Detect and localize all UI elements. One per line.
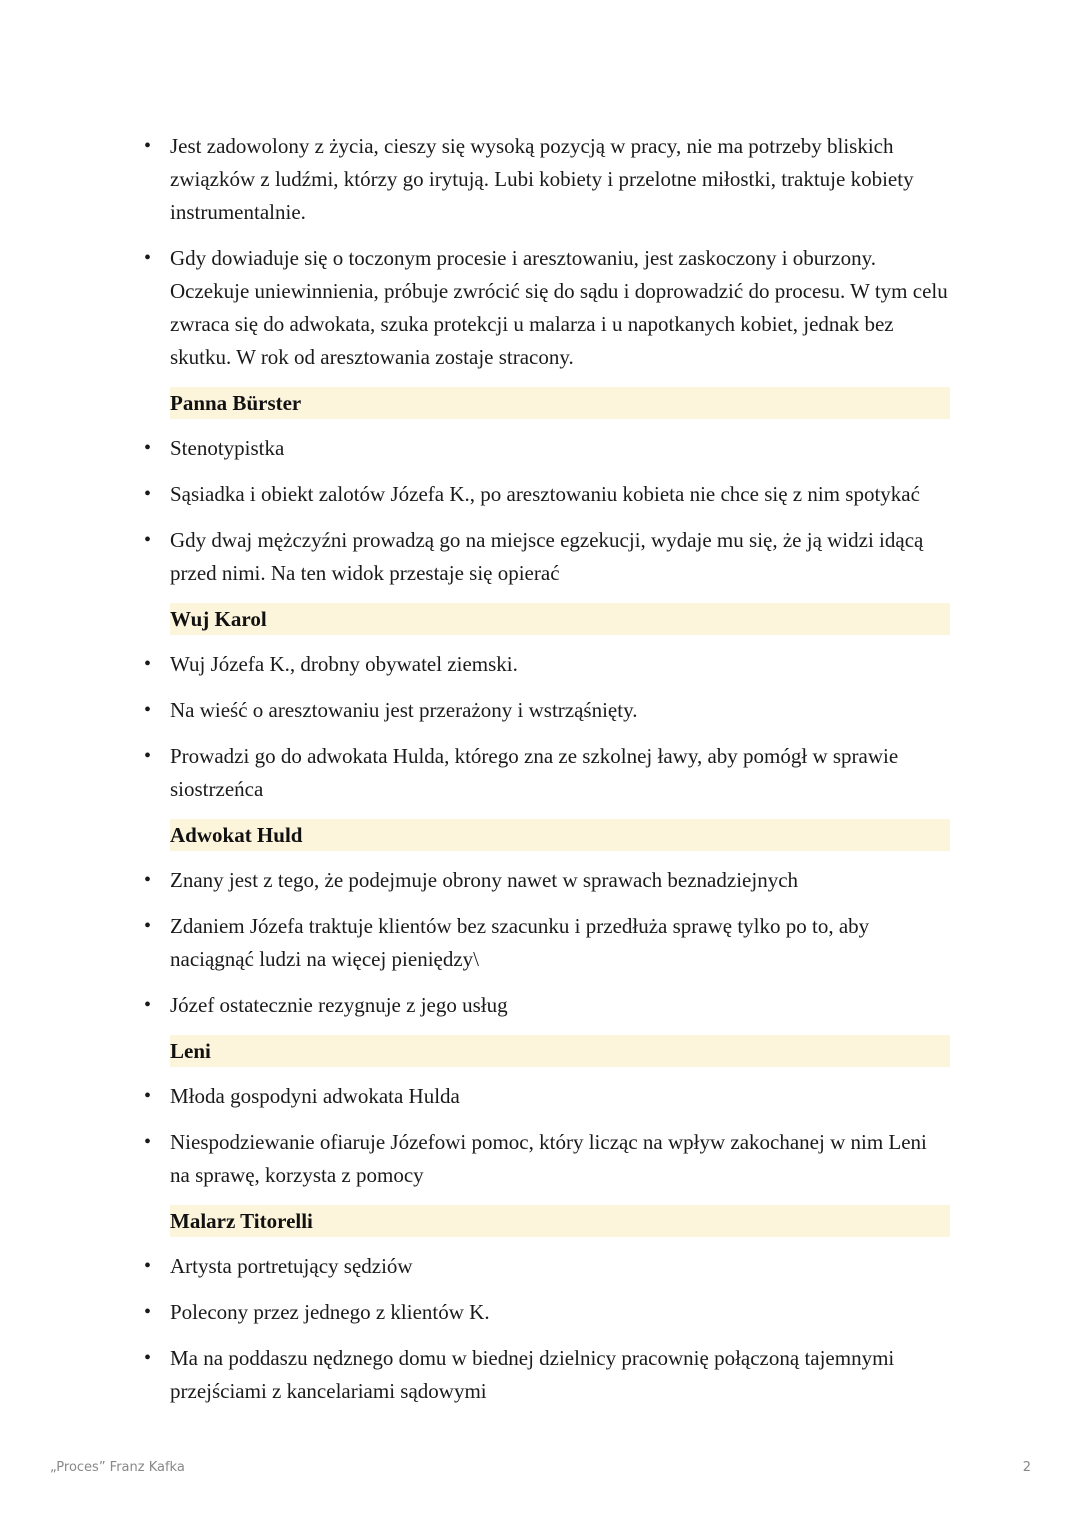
section-heading: Adwokat Huld	[170, 819, 950, 851]
bullet-icon: •	[144, 1255, 152, 1277]
bullet-icon: •	[144, 1347, 152, 1369]
list-item	[144, 740, 950, 806]
list-item	[144, 1250, 950, 1283]
list-item-text: Młoda gospodyni adwokata Hulda	[170, 1084, 460, 1108]
list-item-text: Wuj Józefa K., drobny obywatel ziemski.	[170, 652, 518, 676]
list-item-text: Zdaniem Józefa traktuje klientów bez szacunku i przedłuża sprawę tylko po to, aby naciągnąć ludzi na więcej pieniędzy\	[170, 914, 870, 971]
list-item-text: Gdy dwaj mężczyźni prowadzą go na miejsce egzekucji, wydaje mu się, że ją widzi idącą przed nimi. Na ten widok przestaje się opierać	[170, 528, 924, 585]
bullet-icon: •	[144, 653, 152, 675]
list-item	[144, 242, 950, 374]
bullet-icon: •	[144, 869, 152, 891]
list-item-text: Sąsiadka i obiekt zalotów Józefa K., po aresztowaniu kobieta nie chce się z nim spotykać	[170, 482, 920, 506]
bullet-icon: •	[144, 915, 152, 937]
list-item	[144, 694, 950, 727]
list-item	[144, 864, 950, 897]
list-item-text: Jest zadowolony z życia, cieszy się wysoką pozycją w pracy, nie ma potrzeby bliskich związków z ludźmi, którzy go irytują. Lubi kobiety i przelotne miłostki, traktuje kobiety instrumentalnie.	[170, 134, 914, 224]
list-item	[144, 130, 950, 229]
list-item	[144, 910, 950, 976]
bullet-icon: •	[144, 699, 152, 721]
list-item	[144, 432, 950, 465]
footer-title: „Proces” Franz Kafka	[50, 1460, 185, 1475]
list-item-text: Niespodziewanie ofiaruje Józefowi pomoc, który licząc na wpływ zakochanej w nim Leni na sprawę, korzysta z pomocy	[170, 1130, 927, 1187]
list-item	[144, 1126, 950, 1192]
bullet-icon: •	[144, 529, 152, 551]
list-item-text: Artysta portretujący sędziów	[170, 1254, 413, 1278]
bullet-icon: •	[144, 745, 152, 767]
bullet-icon: •	[144, 247, 152, 269]
bullet-icon: •	[144, 483, 152, 505]
document-body	[144, 130, 950, 1421]
list-item-text: Prowadzi go do adwokata Hulda, którego zna ze szkolnej ławy, aby pomógł w sprawie siostrzeńca	[170, 744, 899, 801]
list-item-text: Znany jest z tego, że podejmuje obrony nawet w sprawach beznadziejnych	[170, 868, 799, 892]
list-item-text: Gdy dowiaduje się o toczonym procesie i aresztowaniu, jest zaskoczony i oburzony. Oczekuje uniewinnienia, próbuje zwrócić się do sądu i doprowadzić do procesu. W tym celu zwraca się do adwokata, szuka protekcji u malarza i u napotkanych kobiet, jednak bez skutku. W rok od aresztowania zostaje stracony.	[170, 246, 948, 369]
bullet-icon: •	[144, 437, 152, 459]
bullet-icon: •	[144, 1301, 152, 1323]
list-item	[144, 1342, 950, 1408]
bullet-icon: •	[144, 1085, 152, 1107]
bullet-icon: •	[144, 1131, 152, 1153]
list-item-text: Józef ostatecznie rezygnuje z jego usług	[170, 993, 508, 1017]
page-number: 2	[1022, 1460, 1031, 1475]
section-heading: Malarz Titorelli	[170, 1205, 950, 1237]
list-item-text: Polecony przez jednego z klientów K.	[170, 1300, 490, 1324]
section-heading: Panna Bürster	[170, 387, 950, 419]
list-item	[144, 989, 950, 1022]
section-heading: Leni	[170, 1035, 950, 1067]
section-heading: Wuj Karol	[170, 603, 950, 635]
bullet-icon: •	[144, 135, 152, 157]
list-item-text: Stenotypistka	[170, 436, 285, 460]
list-item	[144, 1080, 950, 1113]
list-item	[144, 478, 950, 511]
list-item-text: Na wieść o aresztowaniu jest przerażony i wstrząśnięty.	[170, 698, 638, 722]
list-item	[144, 648, 950, 681]
list-item-text: Ma na poddaszu nędznego domu w biednej dzielnicy pracownię połączoną tajemnymi przejściami z kancelariami sądowymi	[170, 1346, 895, 1403]
list-item	[144, 1296, 950, 1329]
bullet-icon: •	[144, 994, 152, 1016]
list-item	[144, 524, 950, 590]
